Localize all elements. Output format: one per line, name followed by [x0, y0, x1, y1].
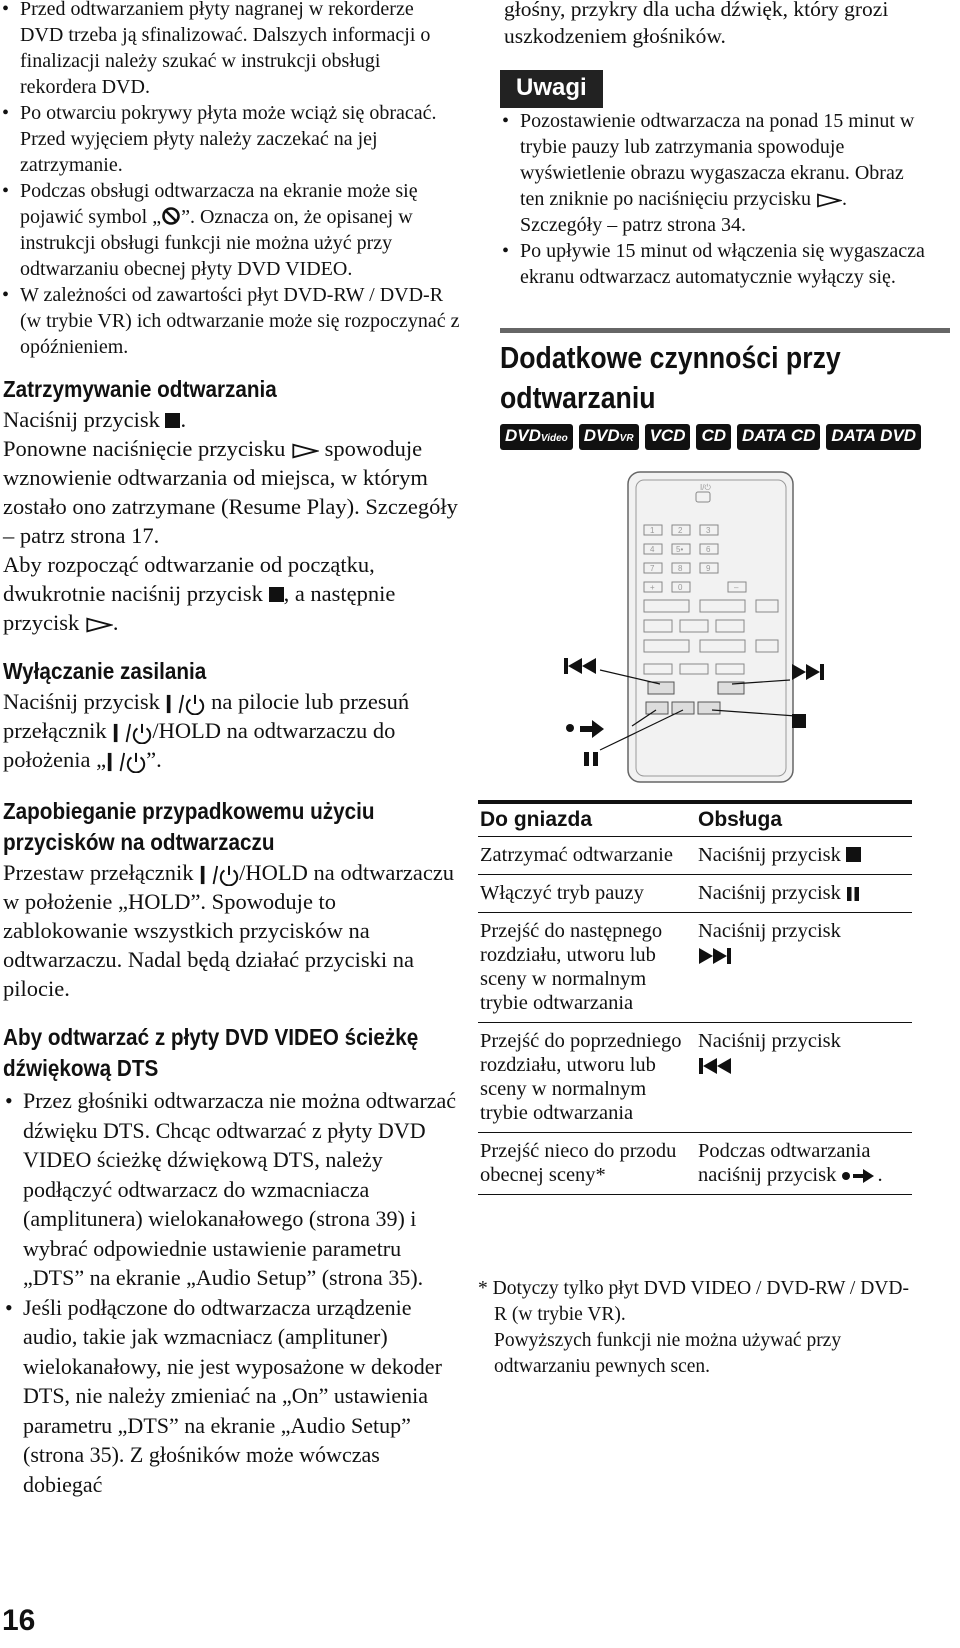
table-header: Obsługa [698, 802, 912, 837]
text: Pozostawienie odtwarzacza na ponad 15 minut w trybie pauzy lub zatrzymania spowoduje wyświetlenie obrazu wygaszacza ekranu. Obraz ten zniknie po naciśnięciu przycisku [520, 110, 915, 210]
table-cell [698, 837, 912, 875]
intro-bullet [0, 178, 462, 282]
text: DVD [505, 426, 541, 445]
text: na pilocie lub przesuń przełącznik [3, 689, 410, 743]
bullet-text: ”. Oznacza on, że opisanej w instrukcji obsługi funkcji nie można użyć przy odtwarzaniu obecnej płyty DVD VIDEO. [20, 206, 413, 280]
text: . Szczegóły – patrz strona 34. [520, 188, 848, 236]
bullet-text: Podczas obsługi odtwarzacza na ekranie może się pojawić symbol „ [20, 180, 418, 228]
text: Aby rozpocząć odtwarzanie od początku, dwukrotnie naciśnij przycisk [3, 552, 375, 606]
badge-vcd: VCD [645, 424, 691, 450]
text: Przestaw przełącznik [3, 860, 200, 885]
remote-key: 8 [678, 564, 683, 573]
stop-icon [792, 714, 806, 728]
table-cell: Podczas odtwarzania naciśnij przycisk . [698, 1133, 912, 1195]
table-cell: Przejść do następnego rozdziału, utworu lub sceny w normalnym trybie odtwarzania [478, 913, 698, 1023]
table-cell: Przejść nieco do przodu obecnej sceny* [478, 1133, 698, 1195]
text: /HOLD na odtwarzaczu do położenia „ [3, 718, 396, 772]
power-section [3, 656, 463, 774]
remote-key: 0 [678, 583, 683, 592]
operations-table [478, 800, 912, 1195]
power-icon [106, 751, 146, 773]
table-row [478, 837, 912, 875]
table-cell: Przejść do poprzedniego rozdziału, utworu lub sceny w normalnym trybie odtwarzania [478, 1023, 698, 1133]
prev-icon [698, 1057, 734, 1075]
intro-bullet: • W zależności od zawartości płyt DVD-RW / DVD-R (w trybie VR) ich odtwarzanie może się rozpoczynać z opóźnieniem. [0, 282, 462, 360]
stop-section [3, 374, 463, 637]
pause-icon [846, 886, 860, 902]
text: Zapobieganie przypadkowemu użyciu [3, 798, 375, 824]
remote-control-drawing [500, 470, 940, 790]
text: Dodatkowe czynności przy [500, 340, 841, 375]
uwagi-bullet-list [500, 108, 930, 290]
play-icon [291, 442, 319, 460]
remote-key: 4 [650, 545, 655, 554]
remote-key: 1 [650, 526, 655, 535]
text: Video [540, 433, 568, 444]
table-row [478, 913, 912, 1023]
text: /HOLD na odtwarzaczu w położenie „HOLD”. Spowoduje to zablokowanie wszystkich przycisków na odtwarzaczu. Nadal będą działać przyciski na pilocie. [3, 860, 455, 1001]
section-title [500, 338, 841, 418]
text: , a następnie przycisk [3, 581, 396, 635]
table-cell: Włączyć tryb pauzy [478, 875, 698, 913]
badge-data-dvd: DATA DVD [826, 424, 921, 450]
step-forward-icon [566, 720, 604, 738]
hold-heading [3, 796, 417, 858]
right-column [478, 0, 960, 1377]
text: Naciśnij przycisk [698, 920, 841, 942]
table-row [478, 1023, 912, 1133]
left-column [0, 0, 462, 1497]
remote-illustration [500, 470, 960, 790]
prev-icon [564, 658, 596, 674]
section-title-block [500, 338, 896, 418]
power-heading: Wyłączanie zasilania [3, 658, 207, 684]
dts-section [3, 1022, 463, 1499]
stop-paragraph [3, 405, 463, 637]
page-number: 16 [2, 1604, 36, 1637]
text: . [112, 610, 119, 635]
power-icon [199, 864, 239, 886]
power-icon [112, 722, 152, 744]
play-icon [816, 192, 842, 209]
badge-dvd-video [500, 424, 573, 450]
text: Naciśnij przycisk [3, 407, 166, 432]
table-cell [698, 875, 912, 913]
intro-bullet: • Po otwarciu pokrywy płyta może wciąż się obracać. Przed wyjęciem płyty należy zaczekać na jej zatrzymanie. [0, 100, 462, 178]
hold-paragraph [3, 858, 463, 1003]
remote-key: 2 [678, 526, 683, 535]
table-header-row [478, 802, 912, 837]
badge-dvd-vr [579, 424, 639, 450]
text: Naciśnij przycisk [698, 1030, 841, 1052]
text: ”. [146, 747, 162, 772]
power-paragraph [3, 687, 463, 774]
remote-key: 5• [676, 545, 684, 554]
uwagi-bullet: • Po upływie 15 minut od włączenia się wygaszacza ekranu odtwarzacz automatycznie wyłączy się. [500, 238, 930, 290]
text: DVD [583, 426, 620, 445]
stop-heading: Zatrzymywanie odtwarzania [3, 376, 277, 402]
badge-data-cd: DATA CD [737, 424, 820, 450]
dts-bullet-list [3, 1086, 463, 1499]
next-icon [792, 664, 824, 680]
continued-text: głośny, przykry dla ucha dźwięk, który grozi uszkodzeniem głośników. [504, 0, 889, 48]
power-icon [165, 693, 205, 715]
footnote [478, 1276, 918, 1380]
stop-icon [165, 413, 180, 428]
uwagi-label: Uwagi [500, 70, 603, 108]
remote-power-label: I/⏻ [700, 483, 711, 492]
text: . [180, 407, 187, 432]
table-cell [698, 913, 912, 1023]
remote-key: 9 [706, 564, 711, 573]
hold-section [3, 796, 463, 1003]
stop-icon [269, 587, 284, 602]
table-row [478, 875, 912, 913]
text: przycisków na odtwarzaczu [3, 829, 275, 855]
remote-key: 7 [650, 564, 655, 573]
table-cell [698, 1023, 912, 1133]
text: VR [619, 433, 634, 444]
text: odtwarzaniu [500, 380, 656, 415]
play-icon [85, 616, 113, 634]
operations-table-wrap [478, 800, 912, 1195]
table-row [478, 1133, 912, 1195]
table-cell: Zatrzymać odtwarzanie [478, 837, 698, 875]
text: dźwiękową DTS [3, 1055, 159, 1081]
footnote-text: Powyższych funkcji nie można używać przy odtwarzaniu pewnych scen. [494, 1330, 842, 1377]
remote-key: – [734, 583, 739, 592]
pause-icon [584, 752, 598, 766]
step-forward-icon [841, 1168, 877, 1184]
footnote-text: * Dotyczy tylko płyt DVD VIDEO / DVD-RW / DVD-R (w trybie VR). [478, 1278, 909, 1325]
table-header: Do gniazda [478, 802, 698, 837]
remote-key: 6 [706, 545, 711, 554]
intro-bullet: • Przed odtwarzaniem płyty nagranej w rekorderze DVD trzeba ją sfinalizować. Dalszych informacji o finalizacji należy szukać w instrukcji obsługi rekordera DVD. [0, 0, 462, 100]
text: Aby odtwarzać z płyty DVD VIDEO ścieżkę [3, 1024, 419, 1050]
text: Naciśnij przycisk [698, 844, 847, 866]
next-icon [698, 947, 734, 965]
badge-cd: CD [696, 424, 731, 450]
text: Naciśnij przycisk [698, 882, 847, 904]
stop-icon [846, 847, 861, 862]
remote-key: 3 [706, 526, 711, 535]
disc-type-badges [500, 424, 921, 450]
uwagi-bullet [500, 108, 930, 238]
text: Podczas odtwarzania naciśnij przycisk [698, 1140, 871, 1186]
text: Naciśnij przycisk [3, 689, 166, 714]
dts-bullet: • Przez głośniki odtwarzacza nie można odtwarzać dźwięku DTS. Chcąc odtwarzać z płyty DVD VIDEO ścieżkę dźwiękową DTS, należy podłączyć odtwarzacz do wzmacniacza (amplitunera) wielokanałowego (strona 39) i wybrać odpowiednie ustawienie parametru „DTS” na ekranie „Audio Setup” (strona 35). [3, 1086, 463, 1293]
dts-bullet: • Jeśli podłączone do odtwarzacza urządzenie audio, takie jak wzmacniacz (amplituner) wielokanałowy, nie jest wyposażone w dekoder DTS, nie należy zmieniać na „On” ustawienia parametru „DTS” na ekranie „Audio Setup” (strona 35). Z głośników może wówczas dobiegać [3, 1293, 463, 1500]
prohibited-icon [161, 206, 181, 226]
dts-heading [3, 1022, 417, 1084]
uwagi-box [500, 70, 603, 108]
text: Ponowne naciśnięcie przycisku [3, 436, 292, 461]
section-divider [500, 328, 950, 333]
text: spowoduje wznowienie odtwarzania od miejsca, w którym zostało ono zatrzymane (Resume Play). Szczegóły – patrz strona 17. [3, 436, 458, 548]
remote-key: + [650, 583, 655, 592]
intro-bullet-list [0, 0, 462, 360]
